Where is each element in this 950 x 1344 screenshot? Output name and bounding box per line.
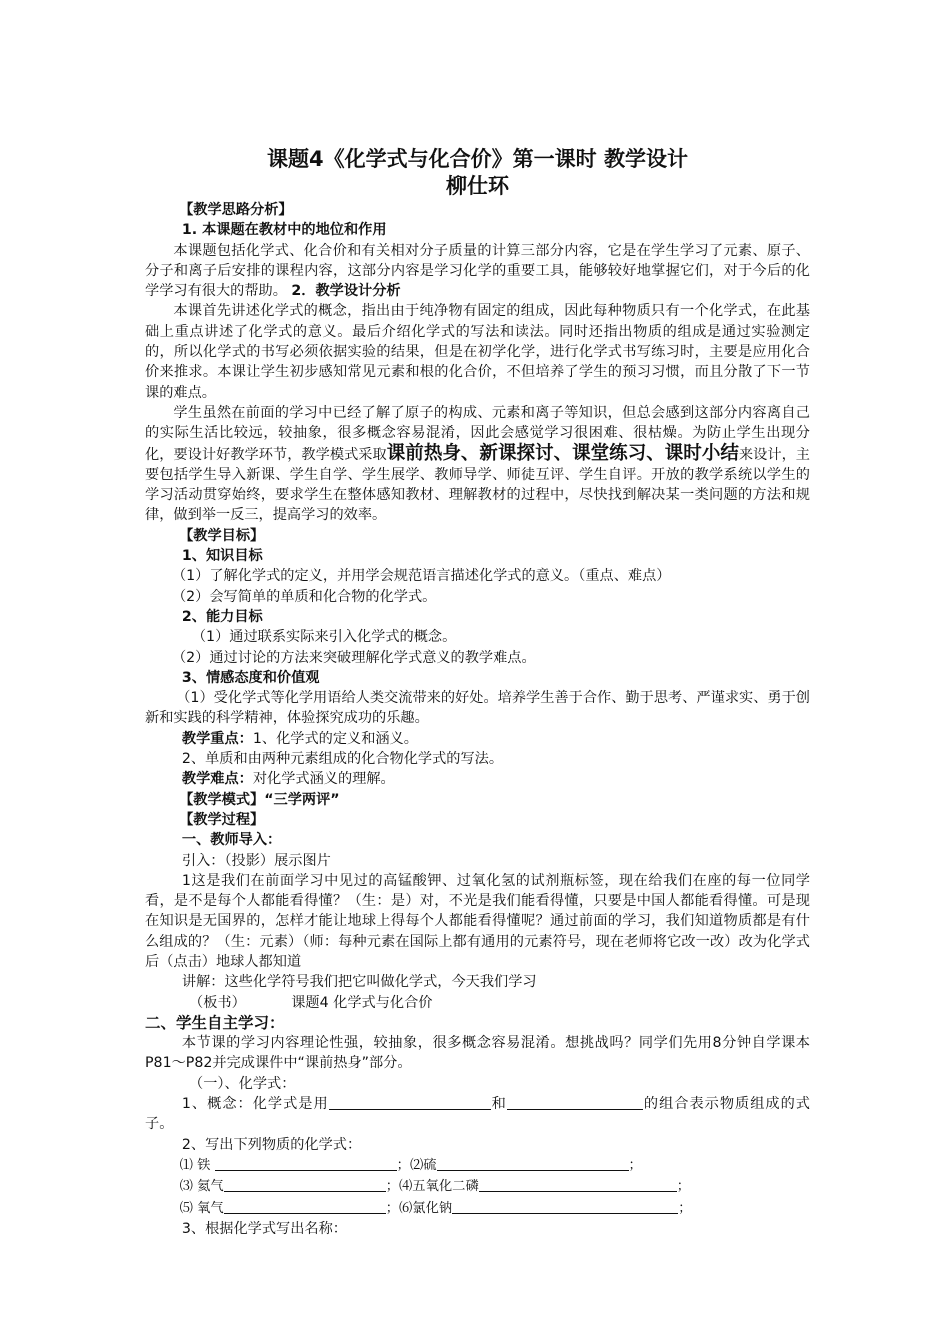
goal-ability-heading: 2、能力目标: [181, 608, 263, 625]
formula-p2o5-label: ⑷五氧化二磷: [399, 1179, 479, 1195]
difficult-points: [145, 769, 810, 789]
formula-oxygen-blank[interactable]: [224, 1198, 386, 1214]
formula-row-3: [145, 1198, 810, 1219]
formula-p2o5-blank[interactable]: [479, 1176, 677, 1192]
formula-helium-blank[interactable]: [224, 1176, 386, 1192]
fill-blank-2[interactable]: [507, 1094, 643, 1110]
question-concept: [145, 1094, 810, 1135]
goal-emotion-1: （1）受化学式等化学用语给人类交流带来的好处。培养学生善于合作、勤于思考、严谨求实、勇于创新和实践的科学精神，体验探究成功的乐趣。: [145, 690, 810, 727]
question-concept-b: 和: [490, 1096, 507, 1113]
paragraph-position: [145, 241, 810, 302]
formula-row-2-end: ；: [676, 1179, 691, 1195]
subheading-design-analysis: 2．教学设计分析: [291, 283, 401, 300]
step-intro-line: 引入：（投影）展示图片: [181, 852, 331, 869]
goal-ability-2: （2）通过讨论的方法来突破理解化学式意义的教学难点。: [171, 649, 536, 666]
section-goals-heading: 【教学目标】: [179, 527, 265, 544]
formula-row-1-sep: ；: [396, 1157, 410, 1173]
step-self-study-heading: 二、学生自主学习：: [145, 1013, 285, 1032]
formula-sulfur-label: ⑵硫: [409, 1157, 437, 1173]
formula-sulfur-blank[interactable]: [437, 1155, 629, 1171]
formula-nacl-label: ⑹氯化钠: [399, 1200, 453, 1216]
formula-row-2: [145, 1176, 810, 1197]
formula-iron-label: ⑴ 铁: [179, 1157, 211, 1173]
formula-iron-blank[interactable]: [215, 1155, 397, 1171]
step-board-line: [145, 993, 810, 1013]
question-write-name: 3、根据化学式写出名称：: [181, 1220, 347, 1237]
paragraph-mode-text-b: 来设计，主要包括学生导入新课、学生自学、学生展学、教师导学、师徒互评、学生自评。开放的教学系统以学生的学习活动贯穿始终，要求学生在整体感知教材、理解教材的过程中，尽快找到解决某一类问题的方法和规律，做到举一反三，提高学习的效率。: [145, 446, 810, 524]
fill-blank-1[interactable]: [329, 1094, 491, 1110]
goal-knowledge-2: （2）会写简单的单质和化合物的化学式。: [171, 588, 437, 605]
document-page: [145, 146, 810, 1239]
difficult-points-label: 教学难点：: [181, 771, 253, 788]
document-title: 课题4《化学式与化合价》第一课时 教学设计: [267, 147, 688, 171]
difficult-points-text: 对化学式涵义的理解。: [252, 771, 395, 788]
paragraph-design-analysis: 本课首先讲述化学式的概念，指出由于纯净物有固定的组成，因此每种物质只有一个化学式，在此基础上重点讲述了化学式的意义。最后介绍化学式的写法和读法。同时还指出物质的组成是通过实验测定的，所以化学式的书写必须依据实验的结果，但是在初学化学，进行化学式书写练习时，主要是应用化合价来推求。本课让学生初步感知常见元素和根的化合价，不但培养了学生的预习习惯，而且分散了下一节课的难点。: [145, 303, 810, 401]
goal-knowledge-heading: 1、知识目标: [181, 548, 263, 565]
question-concept-c: 的组合表示物质组成的式子。: [145, 1096, 810, 1133]
paragraph-position-text: 本课题包括化学式、化合价和有关相对分子质量的计算三部分内容，它是在学生学习了元素、原子、分子和离子后安排的课程内容，这部分内容是学习化学的重要工具，能够较好地掌握它们，对于今后的化学学习有很大的帮助。: [145, 242, 810, 300]
section-mode-heading: 【教学模式】“三学两评”: [179, 791, 340, 808]
key-points-1: 1、化学式的定义和涵义。: [252, 730, 418, 747]
key-points-2: 2、单质和由两种元素组成的化合物化学式的写法。: [181, 751, 504, 768]
subheading-position: 1. 本课题在教材中的地位和作用: [181, 222, 387, 239]
formula-row-1: [145, 1155, 810, 1176]
formula-nacl-blank[interactable]: [452, 1198, 678, 1214]
goal-ability-1: （1）通过联系实际来引入化学式的概念。: [191, 629, 457, 646]
self-study-paragraph: 本节课的学习内容理论性强，较抽象，很多概念容易混淆。想挑战吗？同学们先用8分钟自学课本P81～P82并完成课件中“课前热身”部分。: [145, 1035, 810, 1072]
question-concept-a: 1、概念：化学式是用: [181, 1096, 329, 1113]
formula-row-1-end: ；: [628, 1157, 642, 1173]
step-teacher-intro-heading: 一、教师导入：: [181, 832, 282, 849]
paragraph-mode-bold: 课前热身、新课探讨、课堂练习、课时小结: [386, 442, 739, 464]
key-points: [145, 729, 810, 749]
formula-row-3-end: ；: [678, 1200, 692, 1216]
section-process-heading: 【教学过程】: [179, 811, 265, 828]
formula-helium-label: ⑶ 氦气: [179, 1179, 224, 1195]
key-points-label: 教学重点：: [181, 730, 253, 747]
paragraph-mode-text-a: 学生虽然在前面的学习中已经了解了原子的构成、元素和离子等知识，但总会感到这部分内容离自己的实际生活比较远，较抽象，很多概念容易混淆，因此会感觉学习很困难、很枯燥。为防止学生出现分化，要设计好教学环节，教学模式采取: [145, 404, 810, 463]
board-title: 课题4 化学式与化合价: [291, 994, 433, 1011]
goal-emotion-heading: 3、情感态度和价值观: [181, 669, 320, 686]
paragraph-teaching-mode: [145, 403, 810, 526]
formula-row-2-sep: ；: [385, 1179, 399, 1195]
subsection-formula: （一）、化学式：: [189, 1075, 296, 1092]
document-author: 柳仕环: [446, 174, 509, 198]
question-write-formula: 2、写出下列物质的化学式：: [181, 1136, 362, 1153]
step-intro-paragraph: 1这是我们在前面学习中见过的高锰酸钾、过氧化氢的试剂瓶标签，现在给我们在座的每一位同学看，是不是每个人都能看得懂？（生：是）对，不光是我们能看得懂，只要是中国人都能看得懂。可是现在知识是无国界的，怎样才能让地球上得每个人都能看得懂呢？通过前面的学习，我们知道物质都是有什么组成的？（生：元素）（师：每种元素在国际上都有通用的元素符号，现在老师将它改一改）改为化学式后（点击）地球人都知道: [145, 872, 810, 970]
section-analysis-heading: 【教学思路分析】: [179, 202, 293, 218]
formula-row-3-sep: ；: [385, 1200, 399, 1216]
board-label: （板书）: [189, 994, 246, 1011]
formula-oxygen-label: ⑸ 氧气: [179, 1200, 224, 1216]
step-explain-line: 讲解：这些化学符号我们把它叫做化学式，今天我们学习: [181, 974, 537, 991]
goal-knowledge-1: （1）了解化学式的定义，并用学会规范语言描述化学式的意义。（重点、难点）: [171, 568, 671, 585]
